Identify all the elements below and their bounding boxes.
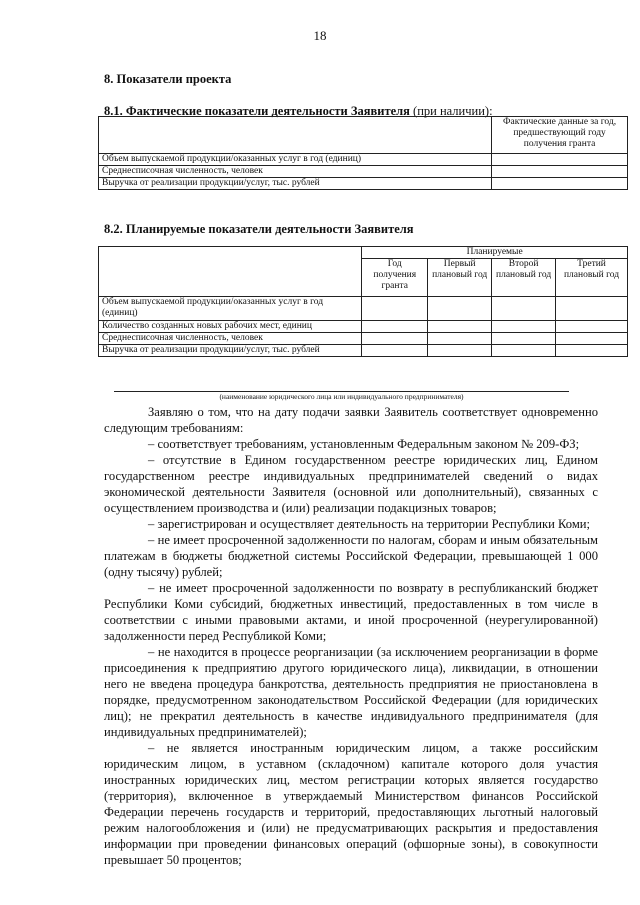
subsection-8-1-heading: 8.1. Фактические показатели деятельности Заявителя (104, 104, 410, 118)
actual-row-label: Выручка от реализации продукции/услуг, тыс. рублей (99, 178, 492, 190)
page-number: 18 (313, 28, 327, 43)
requirement-item: – не имеет просроченной задолженности по возврату в республиканский бюджет Республики Коми субсидий, бюджетных инвестиций, предоставленных в том числе в соответствии с иными правовыми актами, и иной просроченной (неурегулированной) задолженности перед Республикой Коми; (104, 581, 598, 643)
planned-cell (428, 333, 492, 345)
requirement-item: – зарегистрирован и осуществляет деятельность на территории Республики Коми; (148, 517, 591, 531)
requirement-item: – не находится в процессе реорганизации (за исключением реорганизации в форме присоединения к предприятию другого юридического лица), ликвидации, в отношении него не введена процедура банкротства, деятельность предприятия не приостановлена в порядке, предусмотренном законодательством Российской Федерации (для юридических лиц); не прекратил деятельность в качестве индивидуального предпринимателя (для индивидуальных предпринимателей); (104, 645, 598, 739)
subsection-8-1-note: (при наличии): (409, 104, 493, 118)
planned-col-header: Год получения гранта (362, 259, 428, 297)
planned-cell (492, 333, 556, 345)
actual-row-value (492, 178, 628, 190)
planned-cell (362, 297, 428, 321)
planned-table-empty-header (99, 247, 362, 297)
actual-table-col-header: Фактические данные за год, предшествующий году получения гранта (492, 117, 628, 154)
planned-cell (362, 345, 428, 357)
declaration-text (104, 404, 598, 868)
planned-cell (362, 321, 428, 333)
planned-cell (492, 345, 556, 357)
subsection-8-2-title: 8.2. Планируемые показатели деятельности Заявителя (104, 222, 414, 236)
actual-table-empty-header (99, 117, 492, 154)
planned-col-header: Первый плановый год (428, 259, 492, 297)
planned-cell (556, 333, 628, 345)
planned-cell (428, 297, 492, 321)
actual-row-value (492, 154, 628, 166)
declaration-intro: Заявляю о том, что на дату подачи заявки Заявитель соответствует одновременно следующим требованиям: (104, 405, 598, 435)
planned-group-header: Планируемые (362, 247, 628, 259)
actual-row-value (492, 166, 628, 178)
planned-cell (428, 321, 492, 333)
planned-row-label: Объем выпускаемой продукции/оказанных услуг в год (единиц) (99, 297, 362, 321)
planned-indicators-table (98, 246, 628, 357)
requirement-item: – не является иностранным юридическим лицом, а также российским юридическим лицом, в уставном (складочном) капитале которого доля участия иностранных юридических лиц, местом регистрации которых является государство (территория), включенное в утверждаемый Министерством финансов Российской Федерации перечень государств и территорий, предоставляющих льготный налоговый режим налогообложения и (или) не предусматривающих раскрытия и предоставления информации при проведении финансовых операций (офшорные зоны), в совокупности превышает 50 процентов; (104, 741, 598, 867)
planned-cell (362, 333, 428, 345)
requirement-item: – не имеет просроченной задолженности по налогам, сборам и иным обязательным платежам в бюджеты бюджетной системы Российской Федерации, превышающей 1 000 (одну тысячу) рублей; (104, 533, 598, 579)
planned-row-label: Среднесписочная численность, человек (99, 333, 362, 345)
planned-cell (556, 297, 628, 321)
actual-indicators-table (98, 116, 628, 190)
planned-cell (556, 345, 628, 357)
planned-cell (492, 321, 556, 333)
requirement-item: – отсутствие в Едином государственном реестре юридических лиц, Едином государственном реестре индивидуальных предпринимателей сведений о видах экономической деятельности Заявителя (основной или дополнительный), связанных с осуществлением производства и (или) реализации подакцизных товаров; (104, 453, 598, 515)
applicant-name-caption: (наименование юридического лица или индивидуального предпринимателя) (219, 392, 464, 401)
planned-row-label: Выручка от реализации продукции/услуг, тыс. рублей (99, 345, 362, 357)
planned-row-label: Количество созданных новых рабочих мест, единиц (99, 321, 362, 333)
planned-cell (492, 297, 556, 321)
actual-row-label: Объем выпускаемой продукции/оказанных услуг в год (единиц) (99, 154, 492, 166)
planned-col-header: Третий плановый год (556, 259, 628, 297)
planned-cell (556, 321, 628, 333)
section-title: 8. Показатели проекта (104, 72, 232, 86)
requirement-item: – соответствует требованиям, установленным Федеральным законом № 209-ФЗ; (148, 437, 580, 451)
planned-col-header: Второй плановый год (492, 259, 556, 297)
planned-cell (428, 345, 492, 357)
actual-row-label: Среднесписочная численность, человек (99, 166, 492, 178)
